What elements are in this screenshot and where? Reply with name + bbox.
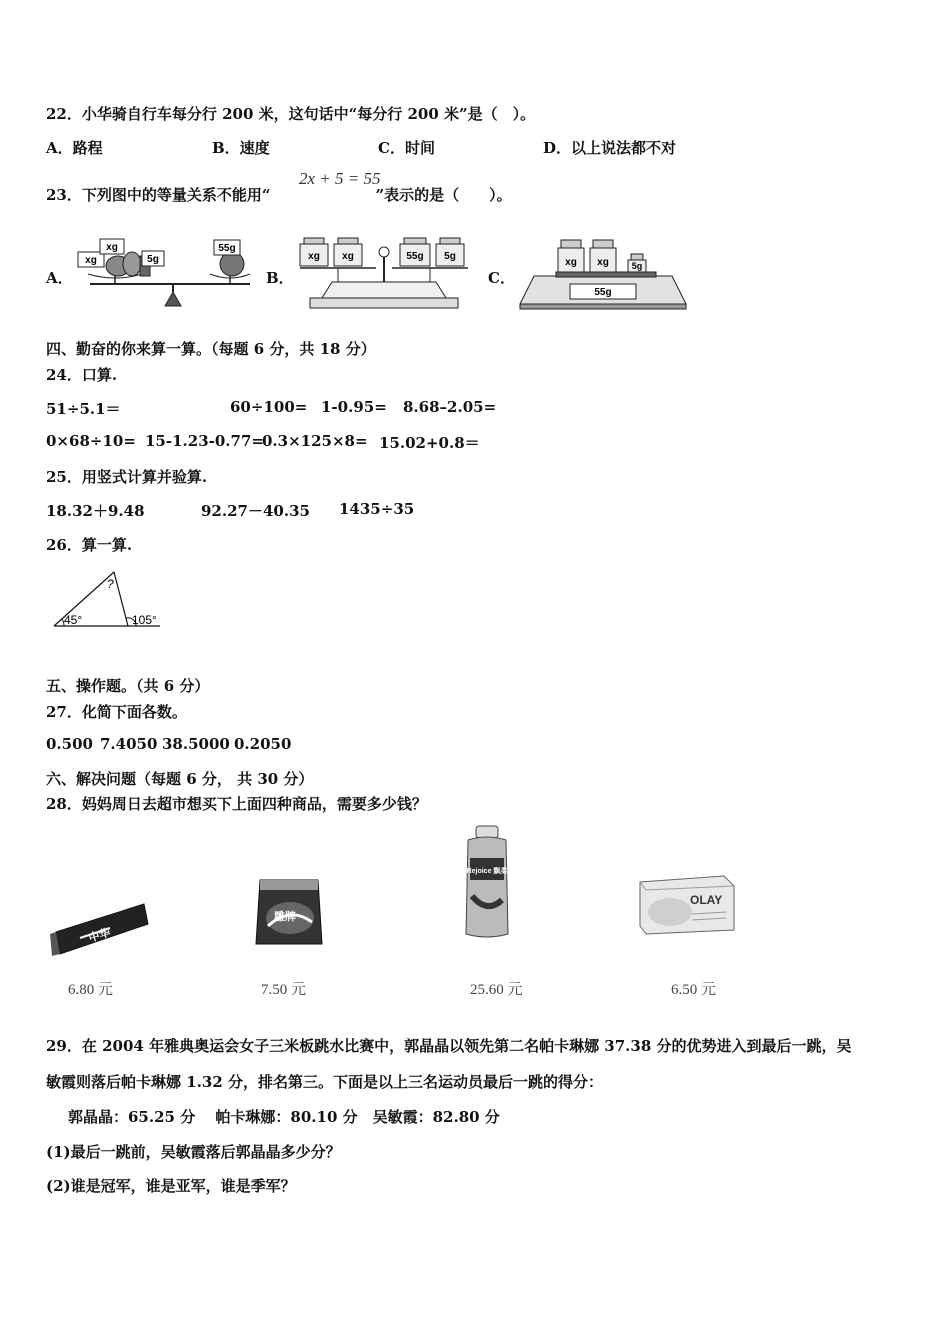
q25-item-1: 18.32＋9.48 — [46, 502, 145, 520]
balance-a-label-2: xg — [106, 242, 118, 253]
q27-title: 27．化简下面各数。 — [46, 703, 187, 721]
q24-item-7: 0.3×125×8= — [262, 432, 368, 450]
scale-c-label-3: 5g — [631, 261, 643, 271]
section-6-title: 六、解决问题（每题 6 分， 共 30 分） — [46, 770, 314, 788]
q26-title: 26．算一算. — [46, 536, 133, 554]
q25-item-3: 1435÷35 — [339, 500, 415, 518]
soap-image — [636, 872, 738, 936]
balance-a-label-4: 55g — [218, 243, 236, 254]
shampoo-brand-text: Rejoice 飘柔 — [466, 868, 508, 875]
q24-item-8: 15.02+0.8＝ — [379, 434, 480, 452]
angle-105-label: 105° — [132, 613, 157, 627]
balance-b-label-3: 55g — [406, 251, 424, 262]
q25-item-2: 92.27－40.35 — [201, 502, 310, 520]
q28-title: 28．妈妈周日去超市想买下上面四种商品，需要多少钱？ — [46, 795, 427, 813]
q29-sub-question-1: (1)最后一跳前，吴敏霞落后郭晶晶多少分？ — [46, 1143, 341, 1161]
balance-a-fulcrum — [165, 292, 181, 306]
q24-item-2: 60÷100= — [230, 398, 308, 416]
q23-equation: 2x + 5 = 55 — [299, 169, 381, 188]
q24-title: 24．口算. — [46, 366, 118, 384]
scale-c-label-4: 55g — [594, 287, 612, 298]
balance-a-label-1: xg — [85, 255, 97, 266]
balance-a-figure — [70, 234, 265, 310]
q24-item-5: 0×68÷10= — [46, 432, 136, 450]
detergent-image — [252, 876, 326, 948]
q23-stem-before: 23．下列图中的等量关系不能用“ — [46, 186, 271, 204]
balance-b-figure — [292, 232, 476, 312]
q24-item-1: 51÷5.1＝ — [46, 400, 121, 418]
q27-item-1: 0.500 — [46, 735, 93, 753]
scale-c-figure — [516, 234, 690, 312]
q29-text-line2: 敏霞则落后帕卡琳娜 1.32 分，排名第三。下面是以上三名运动员最后一跳的得分： — [46, 1073, 603, 1091]
soap-price: 6.50 元 — [671, 982, 717, 998]
triangle-right-side — [114, 572, 128, 626]
detergent-brand-text: 雕牌 — [274, 911, 296, 923]
soap-brand-text: OLAY — [690, 893, 723, 907]
q23-stem-after: ”表示的是（ ）。 — [375, 186, 512, 204]
q23-label-c: C． — [488, 269, 515, 287]
q23-stem — [46, 184, 512, 205]
triangle-left-side — [54, 572, 114, 626]
q22-option-d: D．以上说法都不对 — [543, 139, 677, 157]
angle-unknown-label: ? — [107, 577, 114, 591]
toothpaste-price: 6.80 元 — [68, 982, 114, 998]
q22-option-a: A．路程 — [46, 139, 103, 157]
q29-scores: 郭晶晶：65.25 分 帕卡琳娜：80.10 分 吴敏霞：82.80 分 — [68, 1108, 500, 1126]
q27-item-2: 7.4050 — [100, 735, 158, 753]
section-4-title: 四、勤奋的你来算一算。（每题 6 分，共 18 分） — [46, 340, 376, 358]
q22-option-c: C．时间 — [378, 139, 435, 157]
shampoo-price: 25.60 元 — [470, 982, 523, 998]
q24-item-6: 15-1.23-0.77= — [145, 432, 264, 450]
balance-a-label-3: 5g — [147, 254, 159, 265]
shampoo-image — [462, 824, 512, 940]
q29-text-line1: 29．在 2004 年雅典奥运会女子三米板跳水比赛中，郭晶晶以领先第二名帕卡琳娜 37.38 分的优势进入到最后一跳，吴 — [46, 1037, 852, 1055]
q24-item-4: 8.68–2.05= — [403, 398, 497, 416]
toothpaste-brand-text: 中华 — [87, 926, 112, 945]
detergent-price: 7.50 元 — [261, 982, 307, 998]
q27-item-3: 38.5000 — [162, 735, 230, 753]
triangle-figure — [48, 566, 168, 630]
q27-item-4: 0.2050 — [234, 735, 292, 753]
balance-b-label-1: xg — [308, 251, 320, 262]
q24-item-3: 1-0.95= — [321, 398, 387, 416]
q23-label-a: A． — [46, 269, 73, 287]
balance-b-label-2: xg — [342, 251, 354, 262]
q25-title: 25．用竖式计算并验算. — [46, 468, 208, 486]
toothpaste-image — [50, 898, 152, 960]
q29-sub-question-2: (2)谁是冠军，谁是亚军，谁是季军？ — [46, 1177, 296, 1195]
balance-b-label-4: 5g — [444, 251, 456, 262]
section-5-title: 五、操作题。（共 6 分） — [46, 677, 210, 695]
scale-c-label-2: xg — [597, 257, 609, 268]
angle-45-label: 45° — [64, 613, 83, 627]
q22-stem: 22．小华骑自行车每分行 200 米，这句话中“每分行 200 米”是（ ）。 — [46, 105, 536, 123]
q23-label-b: B． — [266, 269, 294, 287]
scale-c-label-1: xg — [565, 257, 577, 268]
q22-option-b: B．速度 — [212, 139, 270, 157]
